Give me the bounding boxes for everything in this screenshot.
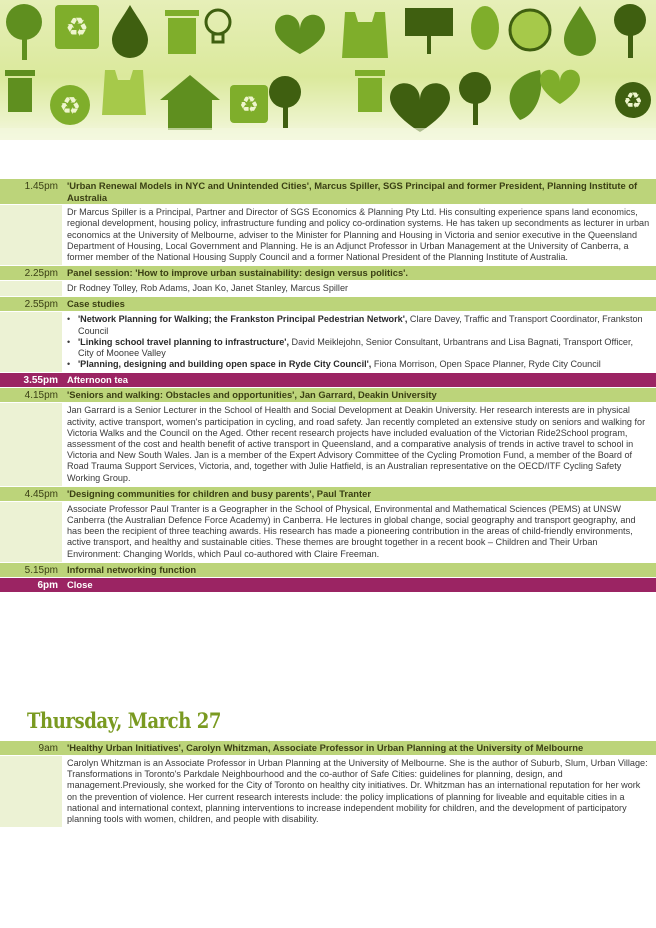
session-time: 9am bbox=[0, 741, 62, 755]
session-time: 2.25pm bbox=[0, 266, 62, 280]
bullet-rest: David Meiklejohn, Senior Consultant, Urbantrans and Lisa Bagnati, Transport Officer, City of Moonee Valley bbox=[78, 336, 634, 359]
day-heading: Thursday, March 27 bbox=[27, 708, 222, 733]
session-time bbox=[0, 205, 62, 265]
session-time: 2.55pm bbox=[0, 297, 62, 311]
earth-globe-icon bbox=[510, 10, 550, 50]
bullet-title: 'Planning, designing and building open space in Ryde City Council', bbox=[78, 359, 372, 370]
schedule-row bbox=[0, 311, 656, 372]
session-description: Carolyn Whitzman is an Associate Professor in Urban Planning at the University of Melbourne. She is the author of Suburb, Slum, Urban Village: Transformations in Toronto's Parkdale Neighbourhood and the co-author of Safe Cities: guidelines for planning, design, and management.Previously, she worked for the City of Toronto on healthy city initiatives. Dr. Whitzman has an international reputation for her work on the prevention of violence. Her current research interests include: the policy implications of planning for liveable and equitable cities in a national and international context, planning interventions to increase independent mobility for children, and the development of participatory planning tools with women, children, and people with disability. bbox=[62, 756, 656, 827]
session-title: 'Urban Renewal Models in NYC and Unintended Cities', Marcus Spiller, SGS Principal and former President, Planning Institute of Australia bbox=[62, 179, 656, 204]
tree-icon bbox=[614, 4, 646, 58]
bullet-text bbox=[78, 314, 650, 336]
bullet-item bbox=[67, 314, 650, 336]
session-description: Dr Rodney Tolley, Rob Adams, Joan Ko, Janet Stanley, Marcus Spiller bbox=[62, 281, 656, 296]
session-time: 5.15pm bbox=[0, 563, 62, 577]
schedule-row bbox=[0, 740, 656, 755]
session-time bbox=[0, 312, 62, 372]
bullet-icon: • bbox=[67, 336, 71, 347]
bullet-icon: • bbox=[67, 359, 71, 370]
house-icon bbox=[160, 75, 220, 130]
session-title: 'Seniors and walking: Obstacles and opportunities', Jan Garrard, Deakin University bbox=[62, 388, 656, 402]
session-description: Jan Garrard is a Senior Lecturer in the School of Health and Social Development at Deakin University. Her research interests are in physical activity, active transport, women's participation in cycling, and road safety. Jan recently completed an extensive study on seniors and walking for Victoria Walks and the Council on the Aged. Other recent research projects have included evaluation of the Victorian Ride2School program, assessment of the cost and health benefit of active transport in Queensland, and a comparative analysis of trends in active travel to school in Victoria and New South Wales. Jan is a member of the Expert Advisory Committee of the Cycling Promotion Fund, a member of the Board of Road Trauma Support Services, Victoria, and, together with Julie Hatfield, is an Australian representative on the OECD/ITF Cycling Safety Working Group. bbox=[62, 403, 656, 485]
session-title: 'Designing communities for children and busy parents', Paul Tranter bbox=[62, 487, 656, 501]
session-time: 1.45pm bbox=[0, 179, 62, 204]
svg-text:♻: ♻ bbox=[59, 92, 81, 120]
tree-icon bbox=[269, 76, 301, 128]
plastic-bag-icon bbox=[102, 70, 146, 115]
schedule-row bbox=[0, 204, 656, 265]
trash-bin-icon bbox=[355, 70, 385, 112]
session-time bbox=[0, 281, 62, 296]
svg-text:♻: ♻ bbox=[239, 93, 259, 118]
schedule-row bbox=[0, 387, 656, 402]
session-description bbox=[62, 312, 656, 372]
session-time bbox=[0, 502, 62, 562]
bullet-item bbox=[67, 337, 650, 359]
recycle-icon bbox=[615, 82, 651, 118]
session-time: 6pm bbox=[0, 578, 62, 592]
schedule-row bbox=[0, 280, 656, 296]
session-description: Associate Professor Paul Tranter is a Geographer in the School of Physical, Environmental and Mathematical Sciences (PEMS) at UNSW Canberra (the Australian Defence Force Academy) in Canberra. He lectures in global change, social geography and transport geography, and has been the recipient of three teaching awards. His research has made a pioneering contribution in the areas of child-friendly environments, active transport, and healthy and sustainable cities. These themes are brought together in a recent book – Children and Their Urban Environment: Changing Worlds, which Paul co-authored with Claire Freeman. bbox=[62, 502, 656, 562]
schedule-row bbox=[0, 372, 656, 387]
heart-icon bbox=[540, 70, 580, 104]
tree-icon bbox=[6, 4, 42, 60]
svg-text:♻: ♻ bbox=[623, 89, 643, 114]
svg-text:♻: ♻ bbox=[65, 13, 89, 43]
bullet-title: 'Linking school travel planning to infrastructure', bbox=[78, 336, 289, 347]
session-time: 3.55pm bbox=[0, 373, 62, 387]
lightbulb-icon bbox=[206, 10, 230, 42]
recycle-icon bbox=[230, 85, 268, 123]
break-label: Afternoon tea bbox=[62, 373, 656, 387]
schedule-row bbox=[0, 577, 656, 592]
bullet-text bbox=[78, 337, 650, 359]
schedule-row bbox=[0, 402, 656, 485]
bullet-rest: Fiona Morrison, Open Space Planner, Ryde City Council bbox=[371, 359, 601, 370]
session-title: Case studies bbox=[62, 297, 656, 311]
water-drop-icon bbox=[112, 5, 148, 58]
schedule-row bbox=[0, 755, 656, 827]
schedule-row bbox=[0, 265, 656, 280]
bullet-title: 'Network Planning for Walking; the Frankston Principal Pedestrian Network', bbox=[78, 314, 408, 325]
session-title: Informal networking function bbox=[62, 563, 656, 577]
recycle-icon bbox=[50, 85, 90, 125]
schedule-row bbox=[0, 178, 656, 204]
session-time bbox=[0, 403, 62, 485]
schedule-row bbox=[0, 296, 656, 311]
session-time bbox=[0, 756, 62, 827]
trash-bin-icon bbox=[165, 10, 199, 54]
session-title: 'Healthy Urban Initiatives', Carolyn Whitzman, Associate Professor in Urban Planning at the University of Melbourne bbox=[62, 741, 656, 755]
recycle-icon bbox=[55, 5, 99, 49]
leaf-icon bbox=[471, 6, 499, 50]
bullet-icon: • bbox=[67, 314, 71, 325]
session-title: Panel session: 'How to improve urban sustainability: design versus politics'. bbox=[62, 266, 656, 280]
tree-icon bbox=[459, 72, 491, 125]
schedule-day-2 bbox=[0, 740, 656, 827]
trash-bin-icon bbox=[5, 70, 35, 112]
solar-panel-icon bbox=[405, 8, 453, 54]
heart-icon bbox=[390, 83, 450, 132]
schedule-day-1 bbox=[0, 178, 656, 592]
heart-icon bbox=[275, 15, 325, 54]
schedule-row bbox=[0, 486, 656, 501]
session-time: 4.45pm bbox=[0, 487, 62, 501]
session-time: 4.15pm bbox=[0, 388, 62, 402]
bullet-rest: Clare Davey, Traffic and Transport Coordinator, Frankston Council bbox=[78, 314, 643, 336]
plastic-bag-icon bbox=[342, 12, 388, 58]
break-label: Close bbox=[62, 578, 656, 592]
water-drop-icon bbox=[564, 6, 596, 56]
session-description: Dr Marcus Spiller is a Principal, Partner and Director of SGS Economics & Planning Pty Ltd. His consulting experience spans land economics, regional development, housing policy, infrastructure funding and policy co-ordination systems. He has taken up secondments as lecturer in urban economics at the University of Melbourne, adviser to the Minister for Planning and Housing in Victoria and senior executive in the Queensland Department of Housing, Local Government and Planning. He is an Adjunct Professor in Urban Management at the University of Canberra, a former member of the National Housing Supply Council and a former National President of the Planning Institute of Australia. bbox=[62, 205, 656, 265]
bullet-text bbox=[78, 359, 601, 370]
eco-banner bbox=[0, 0, 656, 140]
schedule-row bbox=[0, 562, 656, 577]
bullet-item bbox=[67, 359, 650, 370]
leaf-icon bbox=[510, 70, 542, 120]
schedule-row bbox=[0, 501, 656, 562]
